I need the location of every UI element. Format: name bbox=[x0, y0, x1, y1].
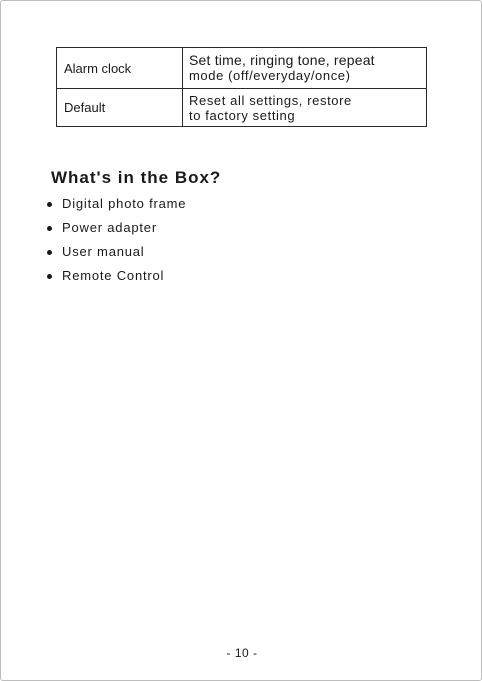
list-item-label: Power adapter bbox=[62, 220, 157, 235]
table-row bbox=[57, 48, 427, 89]
bullet-icon bbox=[47, 250, 52, 255]
bullet-icon bbox=[47, 202, 52, 207]
list-item-label: Digital photo frame bbox=[62, 196, 187, 211]
table-row bbox=[57, 89, 427, 127]
setting-name: Alarm clock bbox=[57, 48, 183, 89]
bullet-icon bbox=[47, 226, 52, 231]
setting-name: Default bbox=[57, 89, 183, 127]
description-line: mode (off/everyday/once) bbox=[189, 68, 351, 83]
list-item bbox=[47, 219, 186, 243]
setting-description bbox=[183, 89, 427, 127]
description-line: to factory setting bbox=[189, 107, 296, 123]
box-contents-list bbox=[47, 195, 186, 291]
bullet-icon bbox=[47, 274, 52, 279]
setting-description bbox=[183, 48, 427, 89]
list-item-label: User manual bbox=[62, 244, 145, 259]
list-item-label: Remote Control bbox=[62, 268, 165, 283]
section-heading: What's in the Box? bbox=[51, 168, 222, 187]
settings-table bbox=[56, 47, 427, 127]
list-item bbox=[47, 267, 186, 291]
page-number: - 10 - bbox=[226, 646, 258, 660]
list-item bbox=[47, 243, 186, 267]
description-line: Set time, ringing tone, repeat bbox=[189, 52, 375, 68]
list-item bbox=[47, 195, 186, 219]
description-line: Reset all settings, restore bbox=[189, 92, 352, 108]
